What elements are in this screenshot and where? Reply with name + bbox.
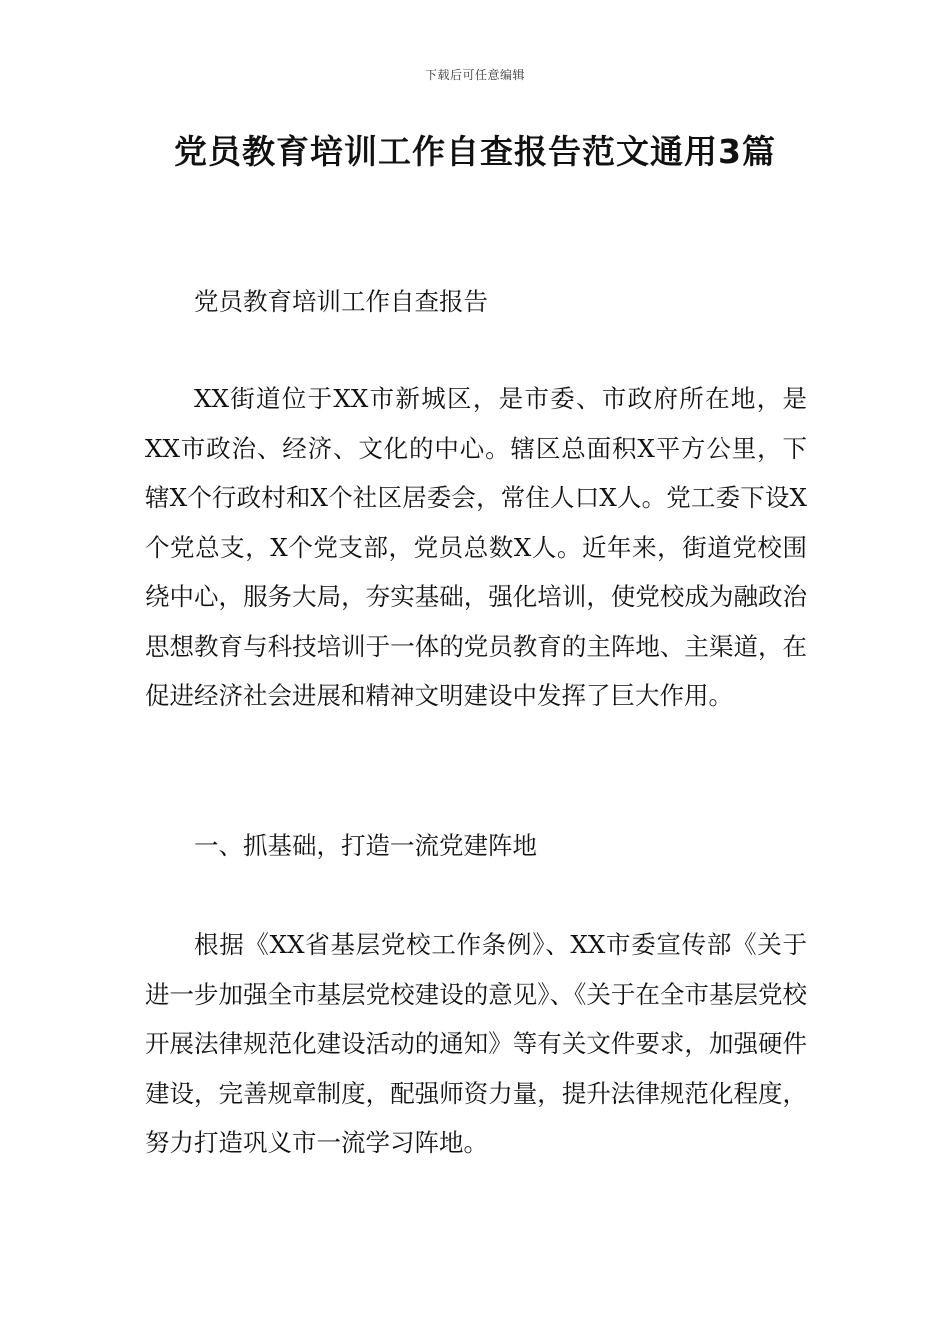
- intro-paragraph: XX街道位于XX市新城区，是市委、市政府所在地，是XX市政治、经济、文化的中心。辖区总面积X平方公里，下辖X个行政村和X个社区居委会，常住人口X人。党工委下设X个党总支，X个党支部，党员总数X人。近年来，街道党校围绕中心，服务大局，夯实基础，强化培训，使党校成为融政治思想教育与科技培训于一体的党员教育的主阵地、主渠道，在促进经济社会进展和精神文明建设中发挥了巨大作用。: [145, 384, 807, 710]
- header-note: 下载后可任意编辑: [424, 68, 525, 82]
- report-subheading: 党员教育培训工作自查报告: [194, 287, 488, 316]
- section-heading: 一、抓基础，打造一流党建阵地: [194, 831, 537, 860]
- document-title: 党员教育培训工作自查报告范文通用3篇: [174, 132, 776, 171]
- section-paragraph: 根据《XX省基层党校工作条例》、XX市委宣传部《关于进一步加强全市基层党校建设的意见》、《关于在全市基层党校开展法律规范化建设活动的通知》等有关文件要求，加强硬件建设，完善规章制度，配强师资力量，提升法律规范化程度，努力打造巩义市一流学习阵地。: [145, 930, 807, 1157]
